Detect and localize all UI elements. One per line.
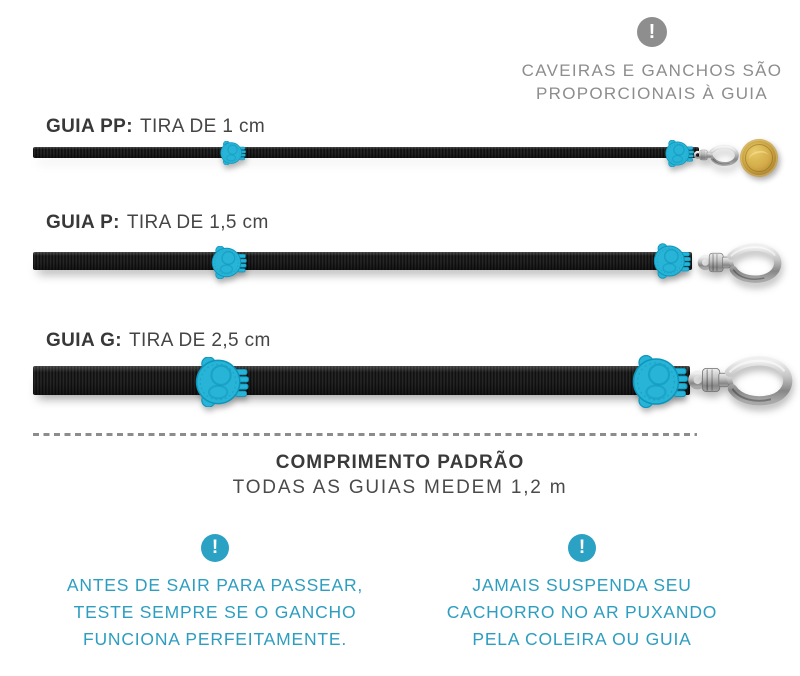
exclamation-icon: ! (201, 534, 229, 562)
skull-charm-icon (652, 243, 692, 279)
leash-name-p: GUIA P: (46, 212, 120, 233)
standard-length-title: COMPRIMENTO PADRÃO (275, 452, 525, 473)
leash-label-g (46, 330, 271, 352)
leash-spec-g: TIRA DE 2,5 cm (128, 330, 271, 351)
snap-hook-icon (688, 352, 796, 408)
leash-strap-pp (33, 147, 699, 158)
exclamation-icon: ! (568, 534, 596, 562)
warning-line: ANTES DE SAIR PARA PASSEAR, (66, 575, 364, 595)
leash-name-pp: GUIA PP: (46, 116, 133, 137)
warning-line: PELA COLEIRA OU GUIA (472, 629, 692, 649)
proportional-note-line-1: CAVEIRAS E GANCHOS SÃO (521, 61, 783, 80)
proportional-note-line-2: PROPORCIONAIS À GUIA (536, 83, 768, 103)
leash-name-g: GUIA G: (46, 330, 122, 351)
exclamation-icon: ! (637, 17, 667, 47)
dashed-divider (33, 433, 697, 436)
standard-length-subtitle: TODAS AS GUIAS MEDEM 1,2 m (232, 477, 568, 498)
skull-charm-icon (193, 357, 251, 407)
proportional-note (502, 17, 800, 105)
skull-charm-icon (664, 140, 695, 167)
snap-hook-icon (694, 141, 740, 169)
warning-line: TESTE SEMPRE SE O GANCHO (73, 602, 357, 622)
warning-line: JAMAIS SUSPENDA SEU (472, 575, 692, 595)
skull-charm-icon (210, 246, 248, 279)
leash-label-p (46, 212, 269, 234)
skull-charm-icon (219, 141, 247, 165)
leash-strap-p (33, 252, 692, 270)
warning-line: CACHORRO NO AR PUXANDO (446, 602, 718, 622)
warning-line: FUNCIONA PERFEITAMENTE. (82, 629, 348, 649)
coin-scale-reference (740, 139, 778, 177)
standard-length-block (0, 450, 800, 500)
warning-test-hook (52, 534, 378, 653)
snap-hook-icon (692, 240, 790, 285)
leash-label-pp (46, 116, 265, 138)
leash-strap-g (33, 366, 690, 395)
skull-charm-icon (630, 355, 690, 408)
warning-no-suspend (422, 534, 742, 653)
leash-spec-pp: TIRA DE 1 cm (139, 116, 266, 137)
leash-spec-p: TIRA DE 1,5 cm (126, 212, 269, 233)
